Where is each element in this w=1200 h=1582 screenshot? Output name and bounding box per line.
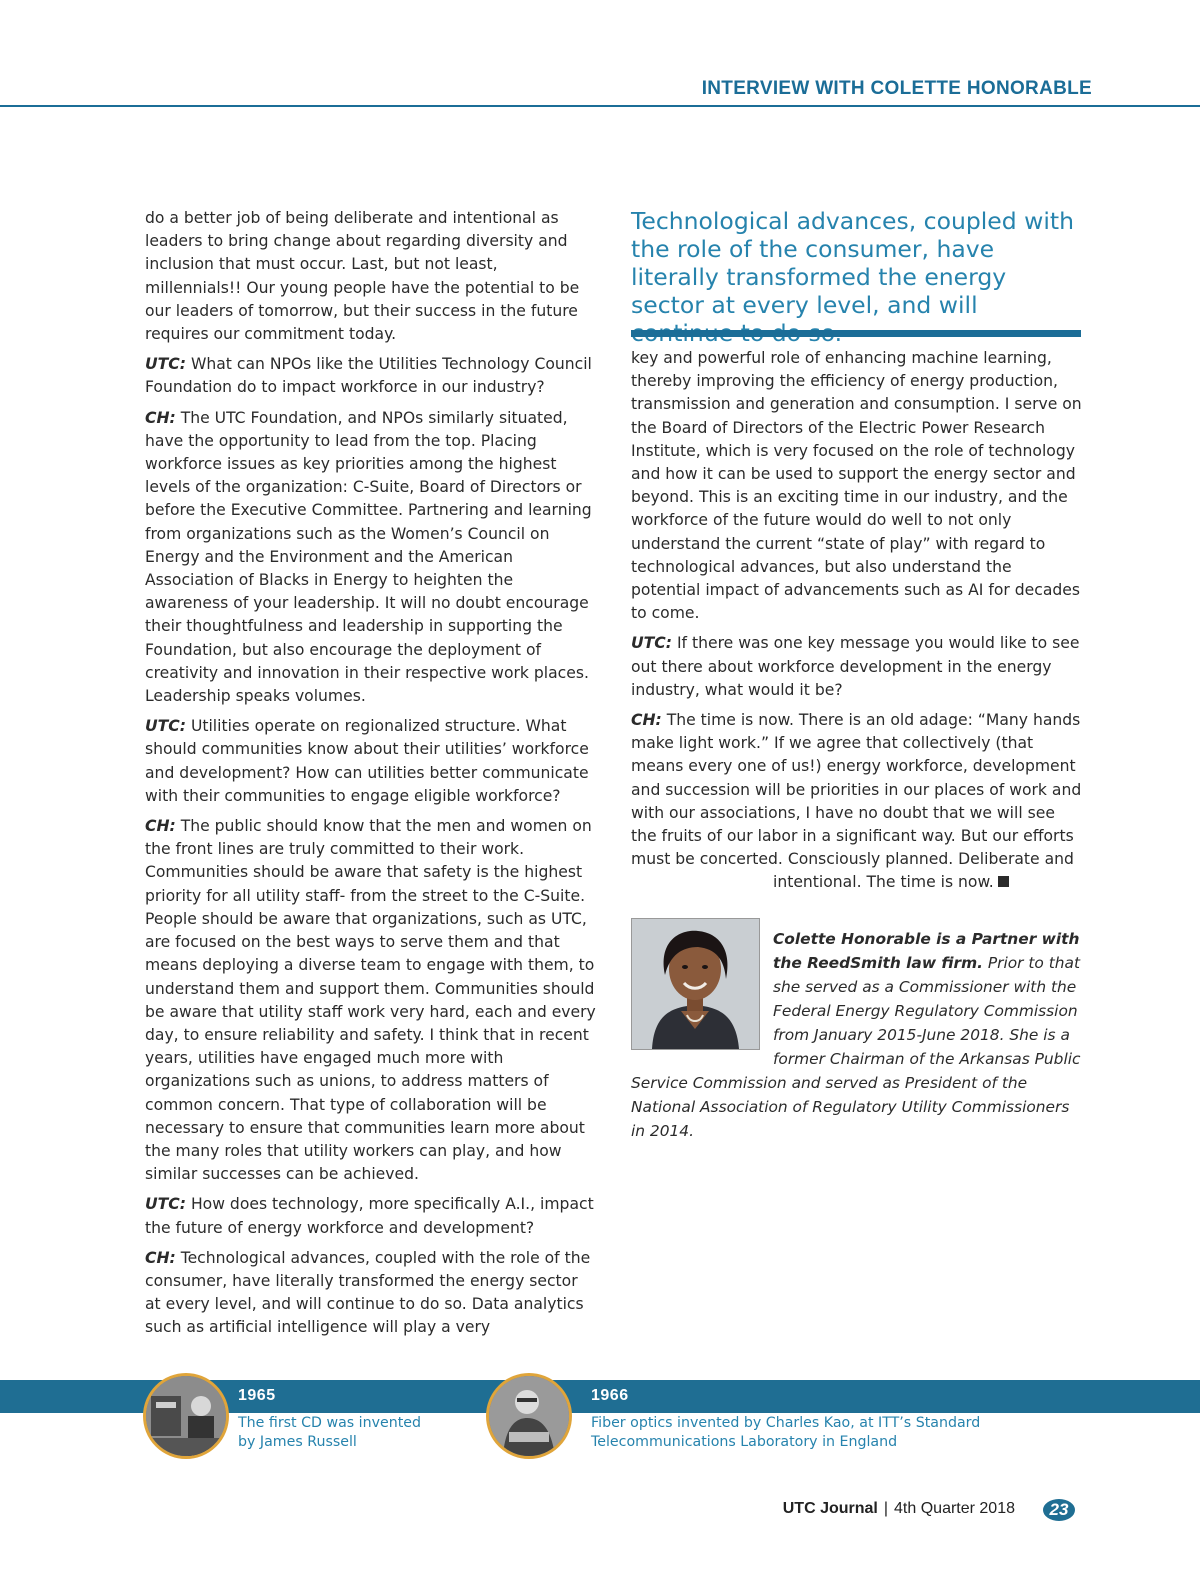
- speaker-label: UTC:: [145, 1195, 186, 1214]
- timeline-year: 1966: [591, 1387, 629, 1404]
- qa-text: The time is now. There is an old adage: “Many hands make light work.” If we agree that collectively (that means every one of us!) energy workforce, development and succession will be priorities in our places of work and with our associations, I have no doubt that we will see the fruits of our labor in a significant way. But our efforts must be concerted. Consciously planned. Deliberate and: [631, 711, 1082, 869]
- timeline-desc-line: Fiber optics invented by Charles Kao, at ITT’s Standard: [591, 1415, 981, 1431]
- speaker-label: CH:: [145, 408, 176, 427]
- timeline-year: 1965: [238, 1387, 276, 1404]
- header-rule: [0, 105, 1200, 107]
- qa-paragraph: [145, 407, 597, 709]
- speaker-label: CH:: [145, 1248, 176, 1267]
- qa-text: Technological advances, coupled with the role of the consumer, have literally transformed the energy sector at every level, and will continue to do so. Data analytics such as artificial intelligence will play a very: [145, 1248, 591, 1337]
- speaker-label: UTC:: [631, 634, 672, 653]
- qa-paragraph: [145, 1247, 597, 1340]
- timeline-photo-1965: [143, 1373, 229, 1459]
- qa-text: What can NPOs like the Utilities Technology Council Foundation do to impact workforce in our industry?: [145, 355, 592, 397]
- pull-quote: Technological advances, coupled with the role of the consumer, have literally transformed the energy sector at every level, and will: [631, 207, 1075, 319]
- author-bio: [631, 927, 1083, 1143]
- bio-text: Prior to that she served as a Commissioner with the Federal Energy Regulatory Commission from January 2015-June 2018. She is a former Chairman of the Arkansas Public Service Commission and served as President of the National Association of Regulatory Utility Commissioners in 2014.: [631, 954, 1081, 1140]
- timeline-description: [591, 1414, 980, 1451]
- timeline-description: [238, 1414, 421, 1451]
- speaker-label: UTC:: [145, 717, 186, 736]
- bio-bold: Colette Honorable is a Partner with the ReedSmith law firm.: [773, 930, 1080, 972]
- end-mark-icon: [998, 876, 1009, 887]
- timeline-desc-line: The first CD was invented: [238, 1415, 422, 1431]
- journal-name: UTC Journal: [782, 1500, 878, 1517]
- page-number: 23: [1043, 1499, 1075, 1521]
- qa-paragraph: [145, 1193, 597, 1239]
- left-column: [145, 207, 597, 1347]
- qa-paragraph: [145, 715, 597, 808]
- continuation-paragraph: key and powerful role of enhancing machine learning, thereby improving the efficiency of energy production, transmission and generation and consumption. I serve on the Board of Directors of the Electric Power Research Institute, which is very focused on the role of technology and how it can be used to support the energy sector and beyond. This is an exciting time in our industry, and the workforce of the future would do well to not only understand the current “state of play” with regard to technological advances, but also understand the potential impact of advancements such as AI for decades to come.: [631, 349, 1082, 623]
- closing-text: intentional. The time is now.: [773, 873, 994, 892]
- photo-spacer: [631, 927, 773, 1067]
- footer: [783, 1500, 1015, 1518]
- timeline-photo-1966: [486, 1373, 572, 1459]
- section-header-title: INTERVIEW WITH COLETTE HONORABLE: [701, 78, 1092, 99]
- timeline-illustration: [146, 1376, 226, 1456]
- timeline-desc-line: Telecommunications Laboratory in England: [591, 1433, 898, 1450]
- qa-text: Utilities operate on regionalized structure. What should communities know about their utilities’ workforce and development? How can utilities better communicate with their communities to engage eligible workforce?: [145, 717, 589, 805]
- qa-text: How does technology, more specifically A.I., impact the future of energy workforce and development?: [145, 1195, 594, 1237]
- speaker-label: CH:: [145, 817, 176, 836]
- qa-text: If there was one key message you would like to see out there about workforce development in the energy industry, what would it be?: [631, 634, 1080, 699]
- speaker-label: UTC:: [145, 355, 186, 374]
- intro-paragraph: do a better job of being deliberate and intentional as leaders to bring change about regarding diversity and inclusion that must occur. Last, but not least, millennials!! Our young people have the potential to be our leaders of tomorrow, but their success in the future requires our commitment today.: [145, 209, 580, 344]
- qa-paragraph: [145, 353, 597, 399]
- qa-text: The public should know that the men and women on the front lines are truly committed to their work. Communities should be aware that safety is the highest priority for all utility staff- from the street to the C-Suite. People should be aware that organizations, such as UTC, are focused on the best ways to serve them and that means deploying a diverse team to engage with them, to understand them and support them. Communities should be aware that utility staff work very hard, each and every day, to ensure reliability and safety. I think that in recent years, utilities have engaged much more with organizations such as unions, to address matters of common concern. That type of collaboration will be necessary to ensure that communities learn more about the many roles that utility workers can play, and how similar successes can be achieved.: [145, 817, 596, 1184]
- qa-paragraph: [145, 815, 597, 1186]
- qa-paragraph: [631, 632, 1083, 702]
- speaker-label: CH:: [631, 711, 662, 730]
- timeline-illustration: [489, 1376, 569, 1456]
- qa-text: The UTC Foundation, and NPOs similarly situated, have the opportunity to lead from the top. Placing workforce issues as key priorities among the highest levels of the organization: C-Suite, Board of Directors or before the Executive Committee. Partnering and learning from organizations such as the Women’s Council on Energy and the Environment and the American Association of Blacks in Energy to heighten the awareness of your leadership. It will no doubt encourage their thoughtfulness and leadership in supporting the Foundation, but also encourage the deployment of creativity and innovation in their respective work places. Leadership speaks volumes.: [145, 408, 592, 706]
- qa-paragraph: [631, 709, 1083, 871]
- closing-line: [631, 871, 1083, 894]
- pull-quote-rule: [631, 330, 1081, 337]
- issue-label: 4th Quarter 2018: [894, 1500, 1015, 1517]
- timeline-desc-line: by James Russell: [238, 1433, 357, 1450]
- right-column: [631, 347, 1083, 895]
- footer-separator: |: [883, 1500, 889, 1517]
